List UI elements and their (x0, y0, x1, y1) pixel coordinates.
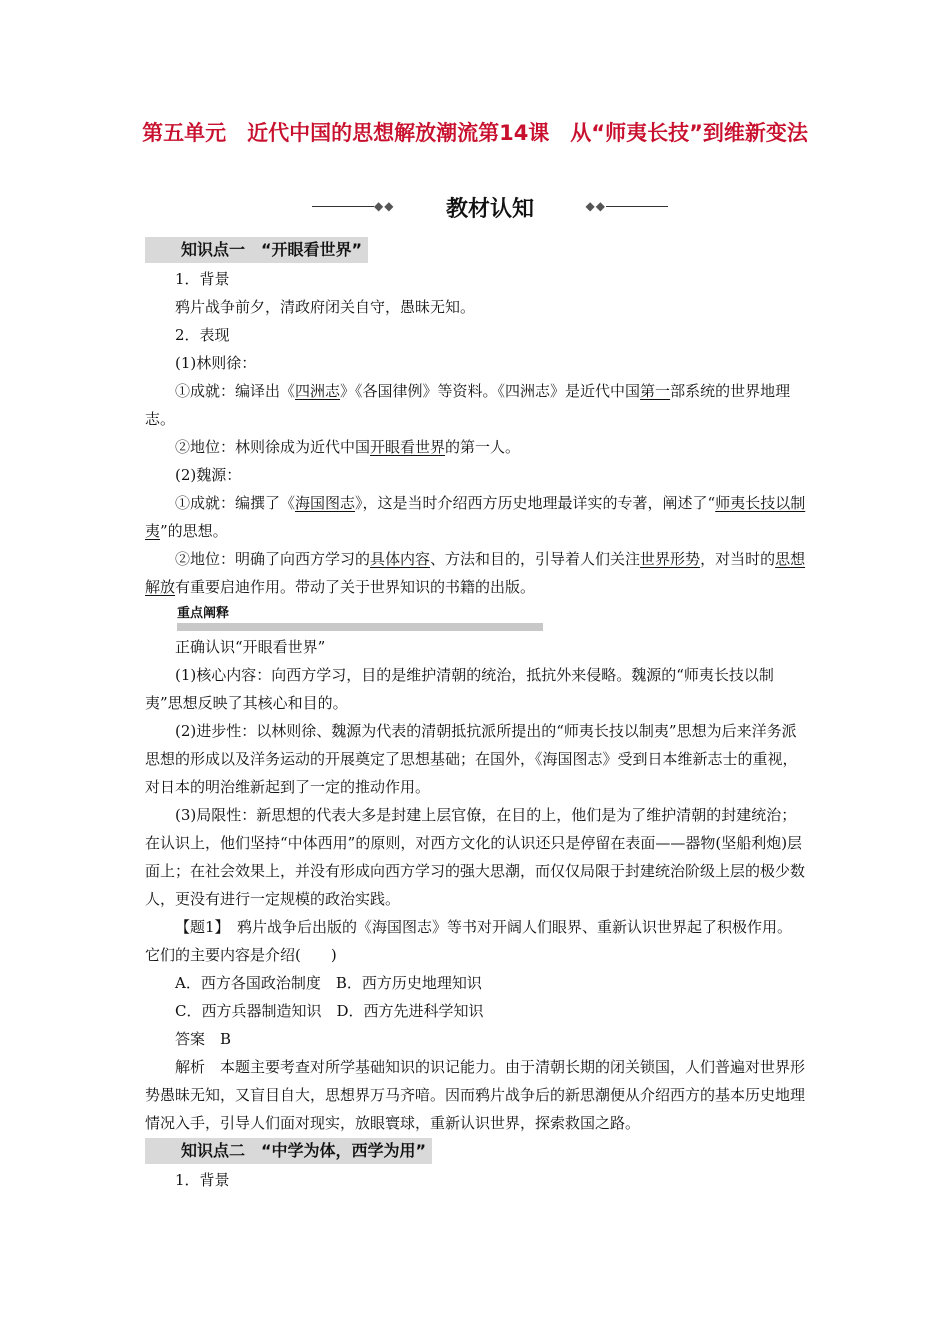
heading-lin-zexu: (1)林则徐： (175, 354, 257, 372)
banner-right-decor: ◆◆ (585, 199, 606, 213)
key-explanation-title: 正确认识“开眼看世界” (175, 638, 326, 656)
answer: 答案 B (175, 1030, 232, 1048)
lesson-title: 第五单元 近代中国的思想解放潮流第14课 从“师夷长技”到维新变法 (142, 121, 808, 145)
heading-background-2: 1．背景 (175, 1171, 230, 1189)
question-1: 【题1】 鸦片战争后出版的《海国图志》等书对开阔人们眼界、重新认识世界起了积极作用。它们的主要内容是介绍( ) (145, 918, 793, 964)
paragraph-wei-status: ②地位：明确了向西方学习的具体内容、方法和目的，引导着人们关注世界形势，对当时的思想解放有重要启迪作用。带动了关于世界知识的书籍的出版。 (145, 550, 806, 596)
paragraph-background: 鸦片战争前夕，清政府闭关自守，愚昧无知。 (175, 298, 476, 316)
key-point-limitation: (3)局限性：新思想的代表大多是封建上层官僚，在目的上，他们是为了维护清朝的封建统治；在认识上，他们坚持“中体西用”的原则，对西方文化的认识还只是停留在表面——器物(坚船利炮)层面上；在社会效果上，并没有形成向西方学习的强大思潮，而仅仅局限于封建统治阶级上层的极少数人，更没有进行一定规模的政治实践。 (145, 806, 806, 908)
options-cd: C．西方兵器制造知识 D．西方先进科学知识 (175, 1002, 484, 1020)
heading-background: 1．背景 (175, 270, 230, 288)
heading-performance: 2．表现 (175, 326, 230, 344)
document-body (145, 236, 807, 1194)
key-point-core: (1)核心内容：向西方学习，目的是维护清朝的统治，抵抗外来侵略。魏源的“师夷长技以制夷”思想反映了其核心和目的。 (145, 666, 774, 712)
banner-text: 教材认知 (445, 197, 534, 222)
section-banner (312, 190, 668, 222)
knowledge-point-2: 知识点二 “中学为体，西学为用” (145, 1138, 432, 1164)
paragraph-lin-status: ②地位：林则徐成为近代中国开眼看世界的第一人。 (175, 438, 521, 456)
key-point-progress: (2)进步性：以林则徐、魏源为代表的清朝抵抗派所提出的“师夷长技以制夷”思想为后来洋务派思想的形成以及洋务运动的开展奠定了思想基础；在国外，《海国图志》受到日本维新志士的重视，对日本的明治维新起到了一定的推动作用。 (145, 722, 798, 796)
paragraph-wei-achievement: ①成就：编撰了《海国图志》，这是当时介绍西方历史地理最详实的专著，阐述了“师夷长技以制夷”的思想。 (145, 494, 806, 540)
paragraph-lin-achievement: ①成就：编译出《四洲志》《各国律例》等资料。《四洲志》是近代中国第一部系统的世界地理志。 (145, 382, 791, 428)
knowledge-point-1: 知识点一 “开眼看世界” (145, 237, 368, 263)
heading-wei-yuan: (2)魏源： (175, 466, 242, 484)
options-ab: A．西方各国政治制度 B．西方历史地理知识 (175, 974, 482, 992)
banner-right-line (606, 206, 668, 207)
key-explanation-label: 重点阐释 (177, 606, 230, 621)
key-explanation-bar (177, 623, 543, 631)
banner-left-decor: ◆◆ (374, 199, 395, 213)
analysis: 解析 本题主要考查对所学基础知识的识记能力。由于清朝长期的闭关锁国，人们普遍对世界形势愚昧无知，又盲目自大，思想界万马齐喑。因而鸦片战争后的新思潮便从介绍西方的基本历史地理情况入手，引导人们面对现实，放眼寰球，重新认识世界，探索救国之路。 (145, 1058, 806, 1132)
